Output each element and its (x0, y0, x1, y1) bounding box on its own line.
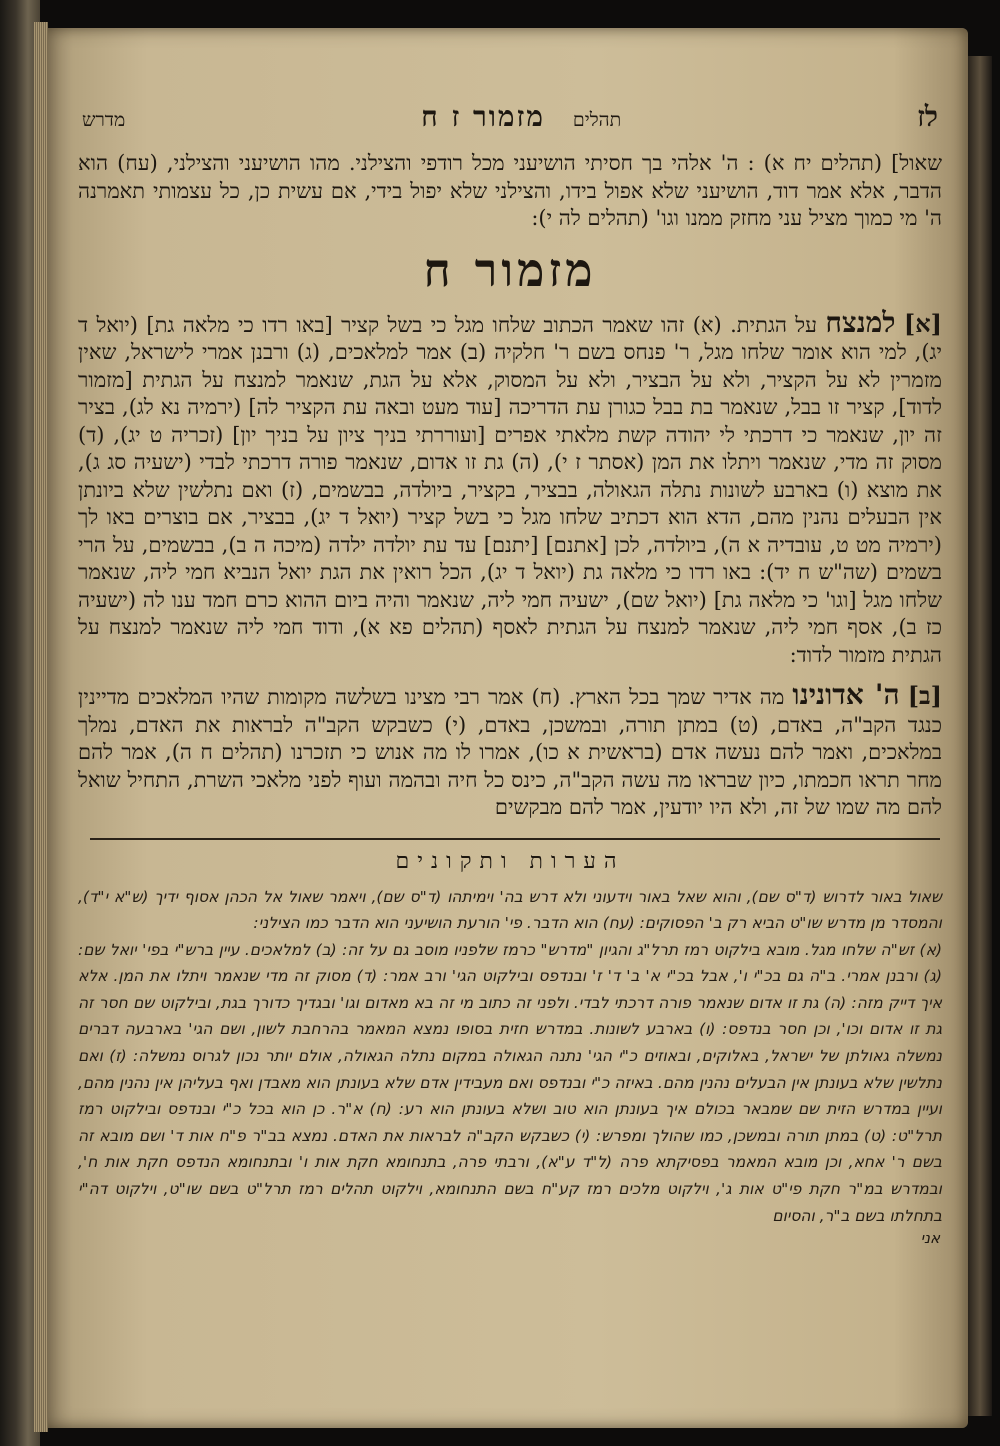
section-b-label: [ב] (907, 681, 942, 710)
psalm-heading: מזמור ח (423, 242, 597, 297)
header-center (421, 100, 621, 134)
notes-heading: הערות ותקונים (395, 848, 625, 874)
section-a (70, 305, 950, 670)
section-a-lead: למנצח (825, 305, 896, 339)
section-b-lead: ה' אדונינו (792, 678, 900, 711)
page-number: לז (917, 100, 938, 133)
header-title: מזמור ז ח (421, 100, 545, 133)
page-stack (34, 22, 48, 1432)
section-b-paragraph (70, 678, 950, 822)
header-book-name: מדרש (82, 109, 126, 131)
note-paragraph: שאול באור לדרוש (ד"ס שם), והוא שאל באור וידעוני ולא דרש בה' וימיתהו (ד"ס שם), ויאמר שאול אל הכהן אסוף ידיך (ש"א י"ד), והמסדר מן מדרש שו"ט הביא רק ב' הפסוקים: (עח) הוא הדבר. פי' הורעת הושיעני הוא הדבר כמו הצילני: (78, 887, 942, 933)
section-b-text: מה אדיר שמך בכל הארץ. (ח) אמר רבי מצינו בשלשה מקומות שהיו המלאכים מדיינין כנגד הקב"ה, באדם, (ט) במתן תורה, ובמשכן, באדם, (י) כשבקש הקב"ה לבראות את האדם, נמלך במלאכים, ואמר להם נעשה אדם (בראשית א כו), אמרו לו מה אנוש כי תזכרנו (תהלים ח ה), אמר להם מחר תראו חכמתו, כיון שבראו מה עשה הקב"ה, כינס כל חיה ובהמה ועוף לפני מלאכי השרת, התחיל שואל להם מה שמו של זה, ולא היו יודעין, אמר להם מבקשים (78, 685, 942, 819)
section-a-paragraph (70, 305, 950, 670)
facing-page-edge (968, 56, 992, 1416)
carryover-paragraph: שאול] (תהלים יח א) : ה' אלהי בך חסיתי הושיעני מכל רודפי והצילני. מהו הושיעני והצילני, (עח) הוא הדבר, אלא אמר דוד, הושיעני שלא אפול בידו, והצילני שלא יפול בידי, אם עשית כן, כל עצמותי תאמרנה ה' מי כמוך מציל עני מחזק ממנו וגו' (תהלים לה י): (78, 151, 943, 230)
section-a-label: [א] (903, 308, 942, 338)
header-book-part: תהלים (572, 109, 622, 131)
running-header (70, 100, 950, 150)
section-a-text: על הגתית. (א) זהו שאמר הכתוב שלחו מגל כי בשל קציר [באו רדו כי מלאה גת] (יואל ד יג), למי הוא אומר שלחו מגל, ר' פנחס בשם ר' חלקיה (ב) אמר למלאכים, (ג) ורבנן אמרי לישראל, שאין מזמרין לא על הקציר, ולא על הבציר, ולא על המסוק, אלא על הגת, שנאמר למנצח על הגתית [מזמור לדוד], קציר זו בבל, שנאמר בת בבל כגורן עת הדריכה [עוד מעט ובאה עת הקציר לה] (ירמיה נא לג), בציר זה יון, שנאמר כי דרכתי לי יהודה קשת מלאתי אפרים [ועוררתי בניך ציון על בניך יון] (זכריה ט יג), (ד) מסוק זה מדי, שנאמר ויתלו את המן (אסתר ז י), (ה) גת זו אדום, שנאמר פורה דרכתי לבדי (ישעיה סג ג), את מוצא (ו) בארבע לשונות נתלה הגאולה, בבציר, בקציר, ביולדה, בבשמים, (ז) ואם נתלשין שלא ביונתן אין הבעלים נהנין מהם, הדא הוא דכתיב שלחו מגל כי בשל קציר (יואל ד יג), בבציר, אם בוצרים באו לך (ירמיה מט ט, עובדיה א ה), ביולדה, לכן [אתנם] [יתנם] עד עת יולדה ילדה (מיכה ה ב), בבשמים, על הרי בשמים (שה"ש ח יד): באו רדו כי מלאה גת (יואל ד יג), הכל רואין את הגת יואל הנביא חמי ליה, שנאמר שלחו מגל [וגו' כי מלאה גת] (יואל שם), ישעיה חמי ליה, שנאמר והיה ביום ההוא כרם חמד ענו לה (ישעיה כז ב), אסף חמי ליה, שנאמר למנצח על הגתית לאסף (תהלים פא א), ודוד חמי ליה שנאמר למנצח על הגתית מזמור לדוד: (78, 312, 942, 667)
note-catchword: אני (920, 1229, 940, 1248)
section-b (70, 678, 950, 822)
notes-divider (90, 838, 940, 840)
page-content (70, 100, 950, 1247)
note-paragraph: (א) זש"ה שלחו מגל. מובא בילקוט רמז תרל"ג והגיון "מדרש" כרמז שלפניו מוסב גם על זה: (ב) למלאכים. עיין ברש"י בפי' יואל שם: (ג) ורבנן אמרי. ב"ה גם בכ"י ו', אבל בכ"י א' ב' ד' ז' ובנדפס ובילקוט הגי' ורב אמר: (ד) מסוק זה מדי שנאמר ויתלו את המן. אלא איך דייק מזה: (ה) גת זו אדום שנאמר פורה דרכתי לבדי. ולפני זה כתוב מי זה בא מאדום וגו' ובגדיך כדורך בגת, ובילקוט שם חסר זה גת זו אדום וכו', וכן חסר בנדפס: (ו) בארבע לשונות. במדרש חזית בסופו נמצא המאמר בהרחבת לשון, ושם הגי' בארבעה דברים נמשלה גאולתן של ישראל, באלוקים, ובאוזים כ"י הגי' נתנה הגאולה במקום נתלה הגאולה, אולם יותר נכון לגרוס נמשלה: (ז) ואם נתלשין שלא בעונתן אין הבעלים נהנין מהם. באיזה כ"י ובנדפס ואם מעבידין אדם שלא בעונתן הוא מאבדן ואף בעליהן אין נהנין מהם, ועיין במדרש הזית שם שמבאר בכולם איך בעונתן הוא טוב ושלא בעונתן הוא רע: (ח) א"ר. כן הוא בכל כ"י ובנדפס ובילקוט רמז תרל"ט: (ט) במתן תורה ובמשכן, כמו שהולך ומפרש: (י) כשבקש הקב"ה לבראות את האדם. נמצא בב"ר פ"ח אות ד' ושם מובא זה בשם ר' אחא, וכן מובא המאמר בפסיקתא פרה (ל"ד ע"א), ורבתי פרה, בתנחומא חקת אות ו' ובתנחומא הנדפס חקת אות ח', ובמדרש במ"ר חקת פי"ט אות ג', וילקוט מלכים רמז קע"ח בשם התנחומא, וילקוט תהלים רמז תרל"ט בשם שו"ט, וילקוט דה"י בתחלתו בשם ב"ר, והסיום (78, 940, 942, 1225)
